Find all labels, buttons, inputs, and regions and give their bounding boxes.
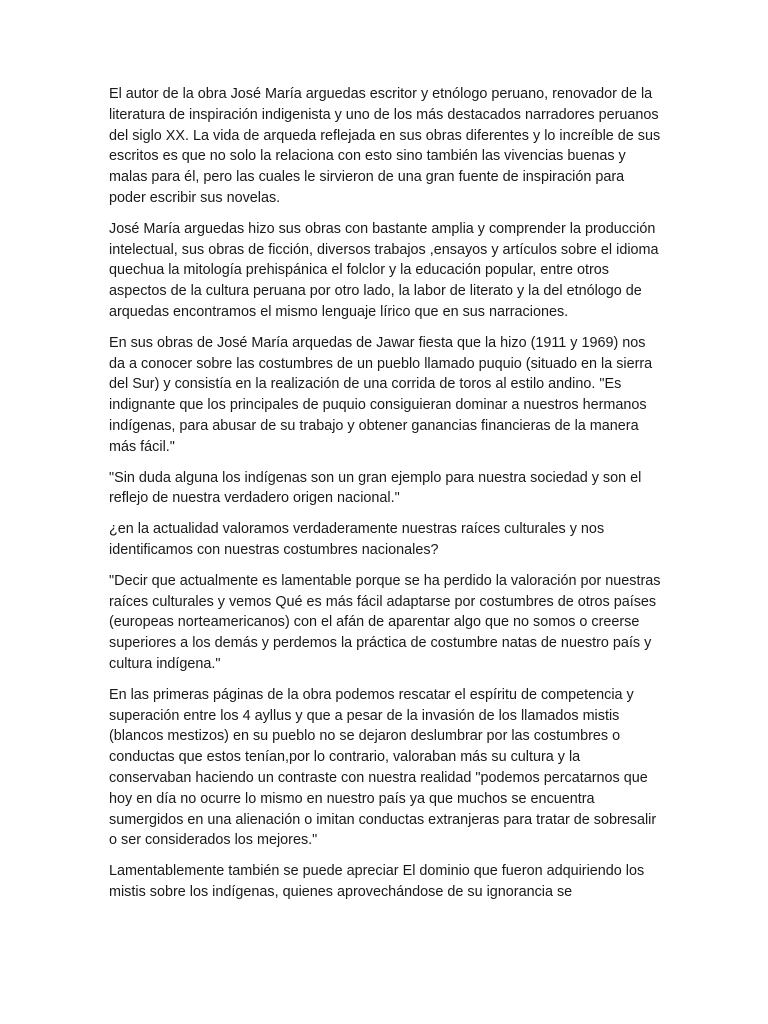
paragraph-works: José María arguedas hizo sus obras con bastante amplia y comprender la producción intelectual, sus obras de ficción, diversos trabajos ,ensayos y artículos sobre el idioma quechua la mitología prehispánica el folclor y la educación popular, entre otros aspectos de la cultura peruana por otro lado, la labor de literato y la del etnólogo de arquedas encontramos el mismo lenguaje lírico que en sus narraciones. <box>109 220 659 320</box>
paragraph-mistis: Lamentablemente también se puede apreciar El dominio que fueron adquiriendo los mistis sobre los indígenas, quienes aprovechándose de su ignorancia se <box>109 863 645 900</box>
paragraph-ayllus: En las primeras páginas de la obra podemos rescatar el espíritu de competencia y superación entre los 4 ayllus y que a pesar de la invasión de los llamados mistis (blancos mestizos) en su pueblo no se dejaron deslumbrar por las costumbres o conductas que estos tenían,por lo contrario, valoraban más su cultura y la conservaban haciendo un contraste con nuestra realidad "podemos percatarnos que hoy en día no ocurre lo mismo en nuestro país ya que muchos se encuentra sumergidos en una alienación o imitan conductas extranjeras para tratar de sobresalir o ser considerados los mejores." <box>109 686 657 849</box>
paragraph-quote-valuation: "Decir que actualmente es lamentable porque se ha perdido la valoración por nuestras raíces culturales y vemos Qué es más fácil adaptarse por costumbres de otros países (europeas norteamericanos) con el afán de aparentar algo que no somos o creerse superiores a los demás y perdemos la práctica de costumbre natas de nuestro país y cultura indígena." <box>109 572 661 672</box>
paragraph-intro: El autor de la obra José María arguedas escritor y etnólogo peruano, renovador de la literatura de inspiración indigenista y uno de los más destacados narradores peruanos del siglo XX. La vida de arqueda reflejada en sus obras diferentes y lo increíble de sus escritos es que no solo la relaciona con esto sino también las vivencias buenas y malas para él, pero las cuales le sirvieron de una gran fuente de inspiración para poder escribir sus novelas. <box>109 86 661 206</box>
document-page <box>109 84 661 913</box>
paragraph-question: ¿en la actualidad valoramos verdaderamente nuestras raíces culturales y nos identificamos con nuestras costumbres nacionales? <box>109 521 605 558</box>
paragraph-quote-indigenous: "Sin duda alguna los indígenas son un gran ejemplo para nuestra sociedad y son el reflejo de nuestra verdadero origen nacional." <box>109 469 642 507</box>
paragraph-yawar-fiesta: En sus obras de José María arquedas de Jawar fiesta que la hizo (1911 y 1969) nos da a conocer sobre las costumbres de un pueblo llamado puquio (situado en la sierra del Sur) y consistía en la realización de una corrida de toros al estilo andino. "Es indignante que los principales de puquio consiguieran dominar a nuestros hermanos indígenas, para abusar de su trabajo y obtener ganancias financieras de la manera más fácil." <box>109 334 653 455</box>
